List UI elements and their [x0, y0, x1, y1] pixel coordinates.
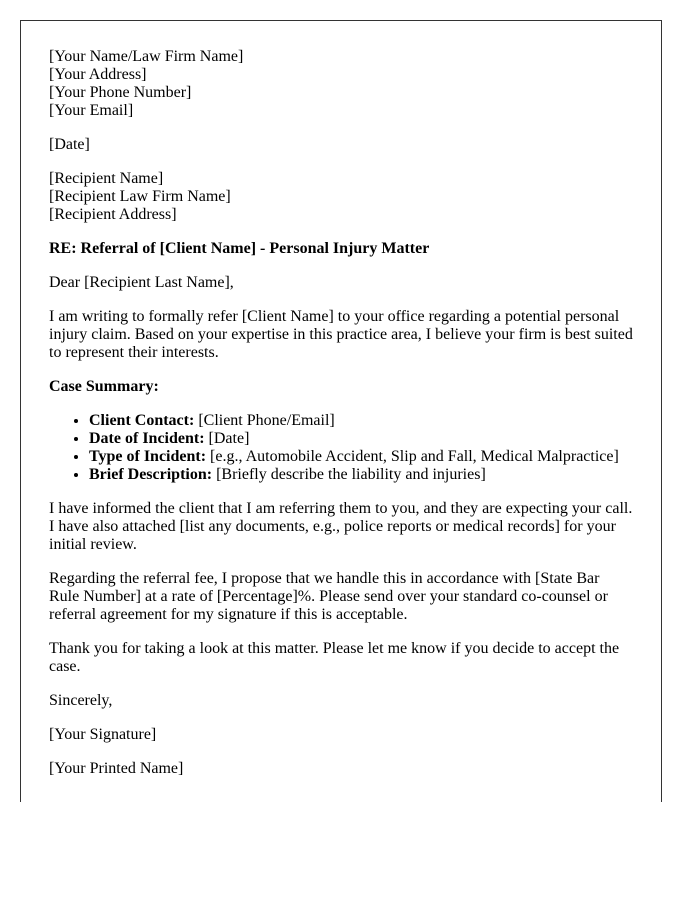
recipient-firm: [Recipient Law Firm Name]: [49, 188, 231, 205]
summary-label: Client Contact:: [89, 412, 195, 429]
subject-line: RE: Referral of [Client Name] - Personal Injury Matter: [49, 240, 430, 257]
referral-letter: [20, 20, 662, 802]
summary-label: Type of Incident:: [89, 448, 207, 465]
printed-name: [Your Printed Name]: [49, 760, 184, 777]
summary-value: [Briefly describe the liability and injuries]: [212, 466, 486, 483]
case-summary-heading: Case Summary:: [49, 378, 159, 395]
letter-date: [Date]: [49, 136, 90, 153]
closing-paragraph: Thank you for taking a look at this matter. Please let me know if you decide to accept the case.: [49, 640, 620, 675]
sender-phone: [Your Phone Number]: [49, 84, 192, 101]
sender-address: [Your Address]: [49, 66, 147, 83]
recipient-block: [49, 170, 633, 224]
summary-label: Date of Incident:: [89, 430, 205, 447]
date-block: [49, 136, 633, 154]
letter-viewport: [20, 20, 662, 802]
summary-value: [e.g., Automobile Accident, Slip and Fall, Medical Malpractice]: [206, 448, 619, 465]
informed-paragraph: I have informed the client that I am referring them to you, and they are expecting your call. I have also attached [list any documents, e.g., police reports or medical records] for your initial review.: [49, 500, 633, 553]
summary-value: [Date]: [204, 430, 250, 447]
salutation: Dear [Recipient Last Name],: [49, 274, 234, 291]
sign-off: Sincerely,: [49, 692, 113, 709]
summary-item-type-of-incident: [89, 448, 633, 466]
recipient-address: [Recipient Address]: [49, 206, 177, 223]
signature-placeholder: [Your Signature]: [49, 726, 157, 743]
sender-name: [Your Name/Law Firm Name]: [49, 48, 244, 65]
sender-block: [49, 48, 633, 120]
sender-email: [Your Email]: [49, 102, 134, 119]
fee-paragraph: Regarding the referral fee, I propose that we handle this in accordance with [State Bar Rule Number] at a rate of [Percentage]%. Please send over your standard co-counsel or referral agreement for my signature if this is acceptable.: [49, 570, 608, 623]
summary-item-client-contact: [89, 412, 633, 430]
recipient-name: [Recipient Name]: [49, 170, 164, 187]
summary-label: Brief Description:: [89, 466, 213, 483]
case-summary-list: [49, 412, 633, 484]
intro-paragraph: I am writing to formally refer [Client Name] to your office regarding a potential personal injury claim. Based on your expertise in this practice area, I believe your firm is best suited to represent their interests.: [49, 308, 633, 361]
summary-item-brief-description: [89, 466, 633, 484]
summary-value: [Client Phone/Email]: [194, 412, 335, 429]
summary-item-date-of-incident: [89, 430, 633, 448]
